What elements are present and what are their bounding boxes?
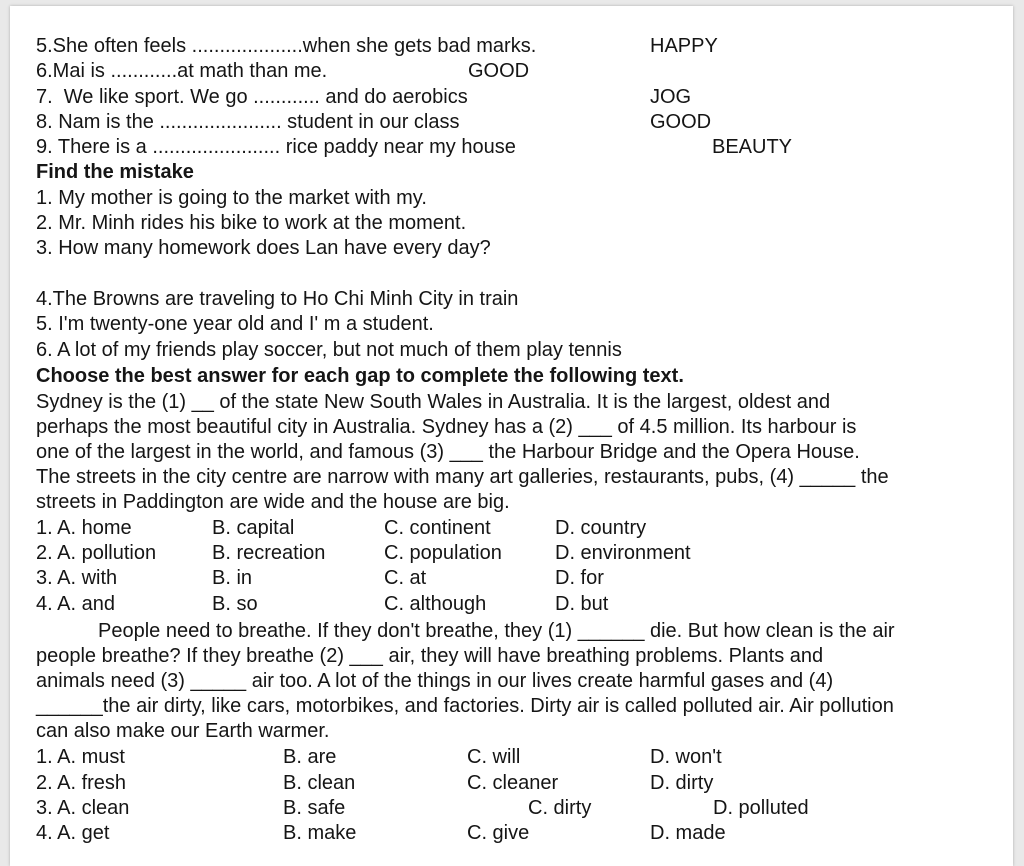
mistake-item: 2. Mr. Minh rides his bike to work at the moment. bbox=[36, 212, 467, 234]
passage1-line: one of the largest in the world, and famous (3) ___ the Harbour Bridge and the Opera House. bbox=[36, 441, 860, 463]
word-formation-item: 7. We like sport. We go ............ and do aerobics JOG bbox=[36, 86, 692, 108]
mistake-item: 6. A lot of my friends play soccer, but not much of them play tennis bbox=[36, 339, 622, 361]
mistake-item: 4.The Browns are traveling to Ho Chi Minh City in train bbox=[36, 288, 519, 310]
option-row: 3. A. with B. in C. at D. for bbox=[36, 567, 604, 589]
word-formation-item: 8. Nam is the ...................... student in our class GOOD bbox=[36, 111, 712, 133]
cue-word: GOOD bbox=[650, 111, 712, 133]
passage1-line: The streets in the city centre are narrow with many art galleries, restaurants, pubs, (4) _____ the bbox=[36, 466, 889, 488]
option-row: 4. A. and B. so C. although D. but bbox=[36, 593, 609, 615]
passage2-line: People need to breathe. If they don't breathe, they (1) ______ die. But how clean is the air bbox=[98, 620, 895, 642]
mistake-item: 3. How many homework does Lan have every day? bbox=[36, 237, 491, 259]
option-row: 2. A. fresh B. clean C. cleaner D. dirty bbox=[36, 772, 714, 794]
cue-word: GOOD bbox=[468, 60, 530, 82]
passage2-line: people breathe? If they breathe (2) ___ air, they will have breathing problems. Plants and bbox=[36, 645, 824, 667]
option-row: 4. A. get B. make C. give D. made bbox=[36, 822, 726, 844]
word-formation-item: 5.She often feels ....................when she gets bad marks. HAPPY bbox=[36, 35, 718, 57]
cue-word: BEAUTY bbox=[712, 136, 793, 158]
option-row: 3. A. clean B. safe C. dirty D. polluted bbox=[36, 797, 809, 819]
passage1-line: Sydney is the (1) __ of the state New South Wales in Australia. It is the largest, oldest and bbox=[36, 391, 831, 413]
mistake-item: 5. I'm twenty-one year old and I' m a student. bbox=[36, 313, 434, 335]
passage2-line: can also make our Earth warmer. bbox=[36, 720, 330, 742]
word-formation-item: 6.Mai is ............at math than me. GOOD bbox=[36, 60, 530, 82]
option-row: 1. A. must B. are C. will D. won't bbox=[36, 746, 722, 768]
cue-word: HAPPY bbox=[650, 35, 718, 57]
find-mistake-heading: Find the mistake bbox=[36, 161, 194, 183]
passage2-line: animals need (3) _____ air too. A lot of the things in our lives create harmful gases and (4) bbox=[36, 670, 834, 692]
mistake-item: 1. My mother is going to the market with my. bbox=[36, 187, 427, 209]
reading-heading: Choose the best answer for each gap to complete the following text. bbox=[36, 365, 684, 387]
option-row: 1. A. home B. capital C. continent D. country bbox=[36, 517, 647, 539]
cue-word: JOG bbox=[650, 86, 692, 108]
passage1-line: streets in Paddington are wide and the house are big. bbox=[36, 491, 510, 513]
passage1-line: perhaps the most beautiful city in Australia. Sydney has a (2) ___ of 4.5 million. Its harbour is bbox=[36, 416, 857, 438]
word-formation-item: 9. There is a ....................... rice paddy near my house BEAUTY bbox=[36, 136, 793, 158]
option-row: 2. A. pollution B. recreation C. population D. environment bbox=[36, 542, 691, 564]
passage2-line: ______the air dirty, like cars, motorbikes, and factories. Dirty air is called polluted air. Air pollution bbox=[36, 695, 894, 717]
